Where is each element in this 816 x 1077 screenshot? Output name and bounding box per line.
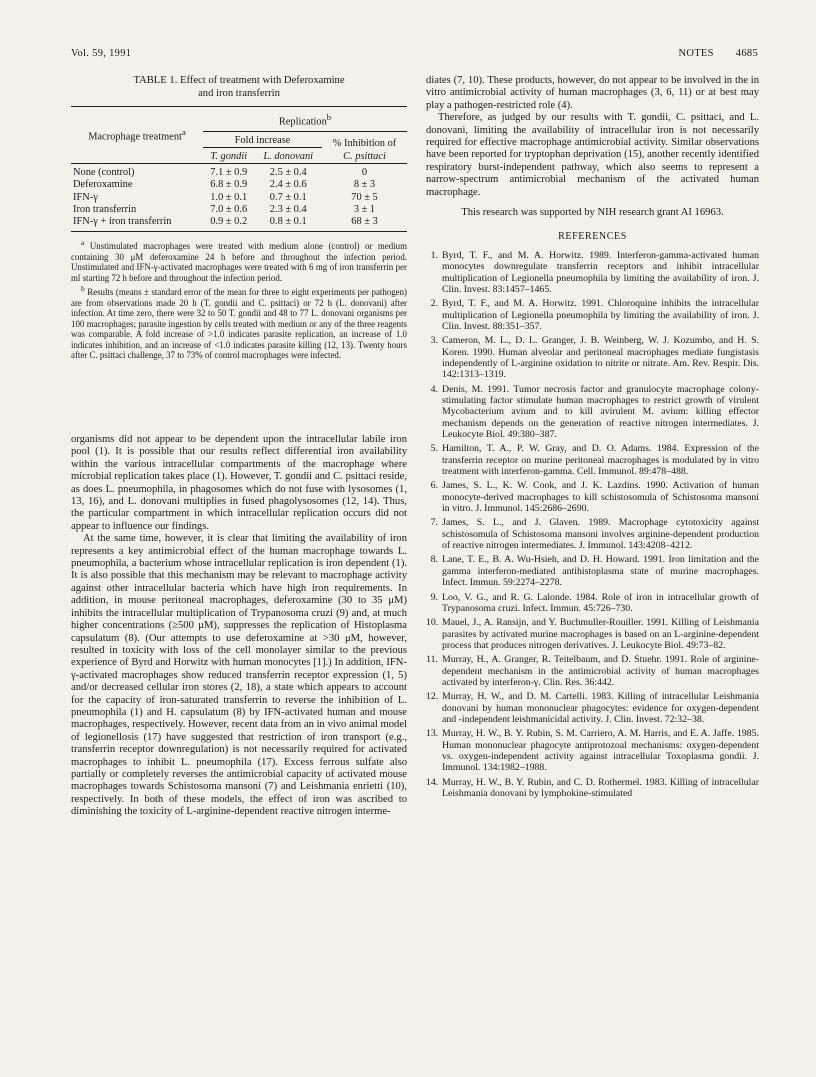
left-column [71, 75, 407, 362]
running-header-section: NOTES [678, 48, 714, 59]
reference-item: 1. Byrd, T. F., and M. A. Horwitz. 1989. Interferon-gamma-activated human monocytes downregulate transferrin receptors and inhibit intracellular multiplication of Legionella pneumophila by limiting the availability of iron. J. Clin. Invest. 83:1457–1465. [430, 249, 759, 295]
right-paragraph-1: diates (7, 10). These products, however, do not appear to be involved in the in vitro antimicrobial activity of human macrophages (3, 6, 11) or at best may play a pathogen-restricted role (4). [426, 75, 759, 111]
header-replication: Replication$^b$ [203, 107, 407, 132]
running-header-right [678, 48, 758, 59]
row-ld: 0.8 ± 0.1 [269, 216, 307, 228]
row-treatment: None (control) [73, 167, 135, 179]
reference-item: 13. Murray, H. W., B. Y. Rubin, S. M. Carriero, A. M. Harris, and E. A. Jaffe. 1985. Human mononuclear phagocyte antiprotozoal mechanisms: oxygen-dependent vs. oxygen-independent activity against intracellular Toxoplasma gondii. J. Immunol. 134:1982–1988. [426, 728, 759, 774]
row-tg: 7.0 ± 0.6 [210, 203, 248, 215]
row-tg: 1.0 ± 0.1 [210, 191, 248, 203]
footnote-b: $^b$ Results (means ± standard error of the mean for three to eight experiments per pathogen) are from observations made 20 h (T. gondii and C. psittaci) or 72 h (L. donovani) after infection. At time zero, there were 32 to 50 T. gondii and 48 to 77 L. donovani organisms per 100 macrophages; parasite ingestion by cells treated with medium or any of the three reagents was comparable. A fold increase of >1.0 indicates parasite replication, an increase of 1.0 indicates inhibition, and an increase of <1.0 indicates parasite killing (12, 13). Twenty hours after C. psittaci challenge, 37 to 73% of control macrophages were infected. [71, 284, 407, 361]
header-tg: T. gondii [210, 151, 248, 163]
reference-item: 8. Lane, T. E., B. A. Wu-Hsieh, and D. H. Howard. 1991. Iron limitation and the gamma interferon-mediated antihistoplasma state of murine macrophages. Infect. Immun. 59:2274–2278. [430, 554, 759, 589]
reference-item: 4. Denis, M. 1991. Tumor necrosis factor and granulocyte macrophage colony-stimulating factor stimulate human macrophages to restrict growth of virulent Mycobacterium avium and to kill avirulent M. avium: killing effector mechanism depends on the generation of reactive nitrogen intermediates. J. Leukocyte Biol. 49:380–387. [430, 383, 759, 441]
header-ld: L. donovani [263, 151, 314, 163]
reference-item: 9. Loo, V. G., and R. G. Lalonde. 1984. Role of iron in intracellular growth of Trypanosoma cruzi. Infect. Immun. 45:726–730. [430, 591, 759, 614]
row-treatment: IFN-γ [73, 191, 98, 203]
left-paragraph-2: At the same time, however, it is clear that limiting the availability of iron represents a key antimicrobial effect of the human macrophage towards L. pneumophila, a bacterium whose intracellular replication is iron dependent (1). It is also possible that this mechanism may be relevant to macrophage activity against other intracellular bacteria which have high iron requirements. In addition, in mouse peritoneal macrophages, deferoxamine (30 to 35 μM) inhibits the intracellular multiplication of Trypanosoma cruzi (9) and, at much higher concentrations (≥500 μM), suppresses the replication of Histoplasma capsulatum (8). (Our attempts to use deferoxamine at >30 μM, however, resulted in toxicity with loss of the cell monolayer similar to the previous experience of Byrd and Horwitz with human monocytes [1].) In addition, IFN-γ-activated macrophages show reduced transferrin receptor expression (1, 5) and/or decreased cellular iron stores (2, 18), a state which appears to account for the capacity of iron-saturated transferrin to reverse the inhibition of L. pneumophila (1) and H. capsulatum (8) by IFN-activated human and mouse macrophages, respectively. However, recent data from an in vivo animal model of legionellosis (17) have suggested that restriction of iron transport (e.g., transferrin receptor downregulation) is not necessarily required for activated macrophages to inhibit L. pneumophila (17). Excess ferrous sulfate also partially or completely reverses the antimicrobial capacity of activated mouse macrophages towards Schistosoma mansoni (7) and Leishmania enrietti (10), respectively. In both of these models, the effect of iron was ascribed to diminishing the toxicity of L-arginine-dependent reactive nitrogen interme- [71, 533, 407, 818]
reference-item: 12. Murray, H. W., and D. M. Cartelli. 1983. Killing of intracellular Leishmania donovani by human mononuclear phagocytes: evidence for oxygen-dependent and -independent leishmanicidal activity. J. Clin. Invest. 72:32–38. [426, 691, 759, 725]
row-inhib: 70 ± 5 [351, 191, 378, 203]
page-number: 4685 [735, 48, 758, 59]
table-caption-line1: TABLE 1. Effect of treatment with Deferoxamine [133, 75, 345, 86]
reference-item: 11. Murray, H., A. Granger, R. Teitelbaum, and D. Stuehr. 1991. Role of arginine-dependent mechanism in the antimicrobial activity of human macrophages activated by interferon-γ. Clin. Res. 36:442. [426, 654, 759, 688]
reference-item: 7. James, S. L., and J. Glaven. 1989. Macrophage cytotoxicity against schistosomula of Schistosoma mansoni involves arginine-dependent production of reactive nitrogen intermediates. J. Immunol. 143:4208–4212. [430, 517, 759, 552]
row-treatment: IFN-γ + iron transferrin [73, 216, 172, 228]
reference-item: 10. Mauel, J., A. Ransijn, and Y. Buchmuller-Rouiller. 1991. Killing of Leishmania parasites by activated murine macrophages is based on an L-arginine-dependent process that produces nitrogen derivatives. J. Leukocyte Biol. 49:73–82. [426, 617, 759, 651]
row-inhib: 68 ± 3 [351, 216, 378, 228]
table-caption [71, 75, 407, 100]
row-ld: 0.7 ± 0.1 [269, 191, 307, 203]
reference-item: 2. Byrd, T. F., and M. A. Horwitz. 1991. Chloroquine inhibits the intracellular multiplication of Legionella pneumophila by limiting the availability of iron. J. Clin. Invest. 88:351–357. [430, 298, 759, 332]
row-ld: 2.5 ± 0.4 [269, 167, 307, 179]
references-list [426, 250, 759, 799]
reference-item: 5. Hamilton, T. A., P. W. Gray, and D. O. Adams. 1984. Expression of the transferrin receptor on murine peritoneal macrophages is modulated by in vitro treatment with interferon-gamma. Cell. Immunol. 89:478–488. [430, 443, 759, 478]
header-treatment: Macrophage treatment$^a$ [88, 126, 186, 142]
reference-item: 14. Murray, H. W., B. Y. Rubin, and C. D. Rothermel. 1983. Killing of intracellular Leishmania donovani by lymphokine-stimulated [426, 776, 759, 799]
reference-item: 6. James, S. L., K. W. Cook, and J. K. Lazdins. 1990. Activation of human monocyte-derived macrophages to kill schistosomula of Schistosoma mansoni in vitro. J. Immunol. 145:2686–2690. [430, 480, 759, 515]
data-table [71, 106, 407, 232]
left-body [71, 434, 407, 819]
right-paragraph-2: Therefore, as judged by our results with T. gondii, C. psittaci, and L. donovani, limiting the availability of intracellular iron is not necessarily required for effective macrophage antimicrobial activity. Similar observations have been reported for tryptophan deprivation (15), another recently identified respiratory burst-independent pathway, which also seems to represent a narrow-spectrum antimicrobial mechanism of the activated human macrophage. [426, 112, 759, 198]
row-inhib: 0 [361, 167, 368, 179]
references-heading: REFERENCES [558, 231, 627, 243]
running-header-volume: Vol. 59, 1991 [71, 48, 132, 59]
row-inhib: 3 ± 1 [353, 203, 376, 215]
footnote-a: $^a$ Unstimulated macrophages were treated with medium alone (control) or medium containing 30 μM deferoxamine 24 h before and throughout the infection period. Unstimulated and IFN-γ-activated macrophages were treated with 6 mg of iron transferrin per ml starting 72 h before and throughout the infection period. [71, 238, 408, 283]
row-ld: 2.4 ± 0.6 [269, 179, 307, 191]
header-inhibition: % Inhibition of C. psittaci [332, 138, 397, 162]
table-caption-line2: and iron transferrin [198, 87, 280, 99]
row-inhib: 8 ± 3 [353, 179, 376, 191]
row-tg: 6.8 ± 0.9 [210, 179, 248, 191]
row-tg: 0.9 ± 0.2 [210, 216, 248, 228]
row-ld: 2.3 ± 0.4 [269, 203, 307, 215]
row-tg: 7.1 ± 0.9 [210, 167, 248, 179]
row-treatment: Iron transferrin [73, 203, 137, 215]
header-fold: Fold increase [203, 131, 322, 147]
row-treatment: Deferoxamine [73, 179, 133, 191]
right-column [426, 75, 759, 802]
acknowledgment: This research was supported by NIH research grant AI 16963. [461, 207, 724, 219]
reference-item: 3. Cameron, M. L., D. L. Granger, J. B. Weinberg, W. J. Kozumbo, and H. S. Koren. 1990. Human alveolar and peritoneal macrophages mediate fungistasis independently of L-arginine oxidation to nitrite or nitrate. Am. Rev. Respir. Dis. 142:1313–1319. [430, 335, 759, 381]
table-footnotes [71, 238, 407, 360]
left-paragraph-1: organisms did not appear to be dependent upon the intracellular labile iron pool (1). It is possible that our results reflect differential iron availability within the various intracellular compartments of the macrophage where microbial replication takes place (1). However, T. gondii and C. psittaci reside, as does L. pneumophila, in phagosomes which do not fuse with lysosomes (1, 13, 16), and L. donovani multiplies in fused phagolysosomes (12, 14). Thus, the particular compartment in which intracellular replication occurs did not appear to influence our findings. [71, 434, 407, 532]
